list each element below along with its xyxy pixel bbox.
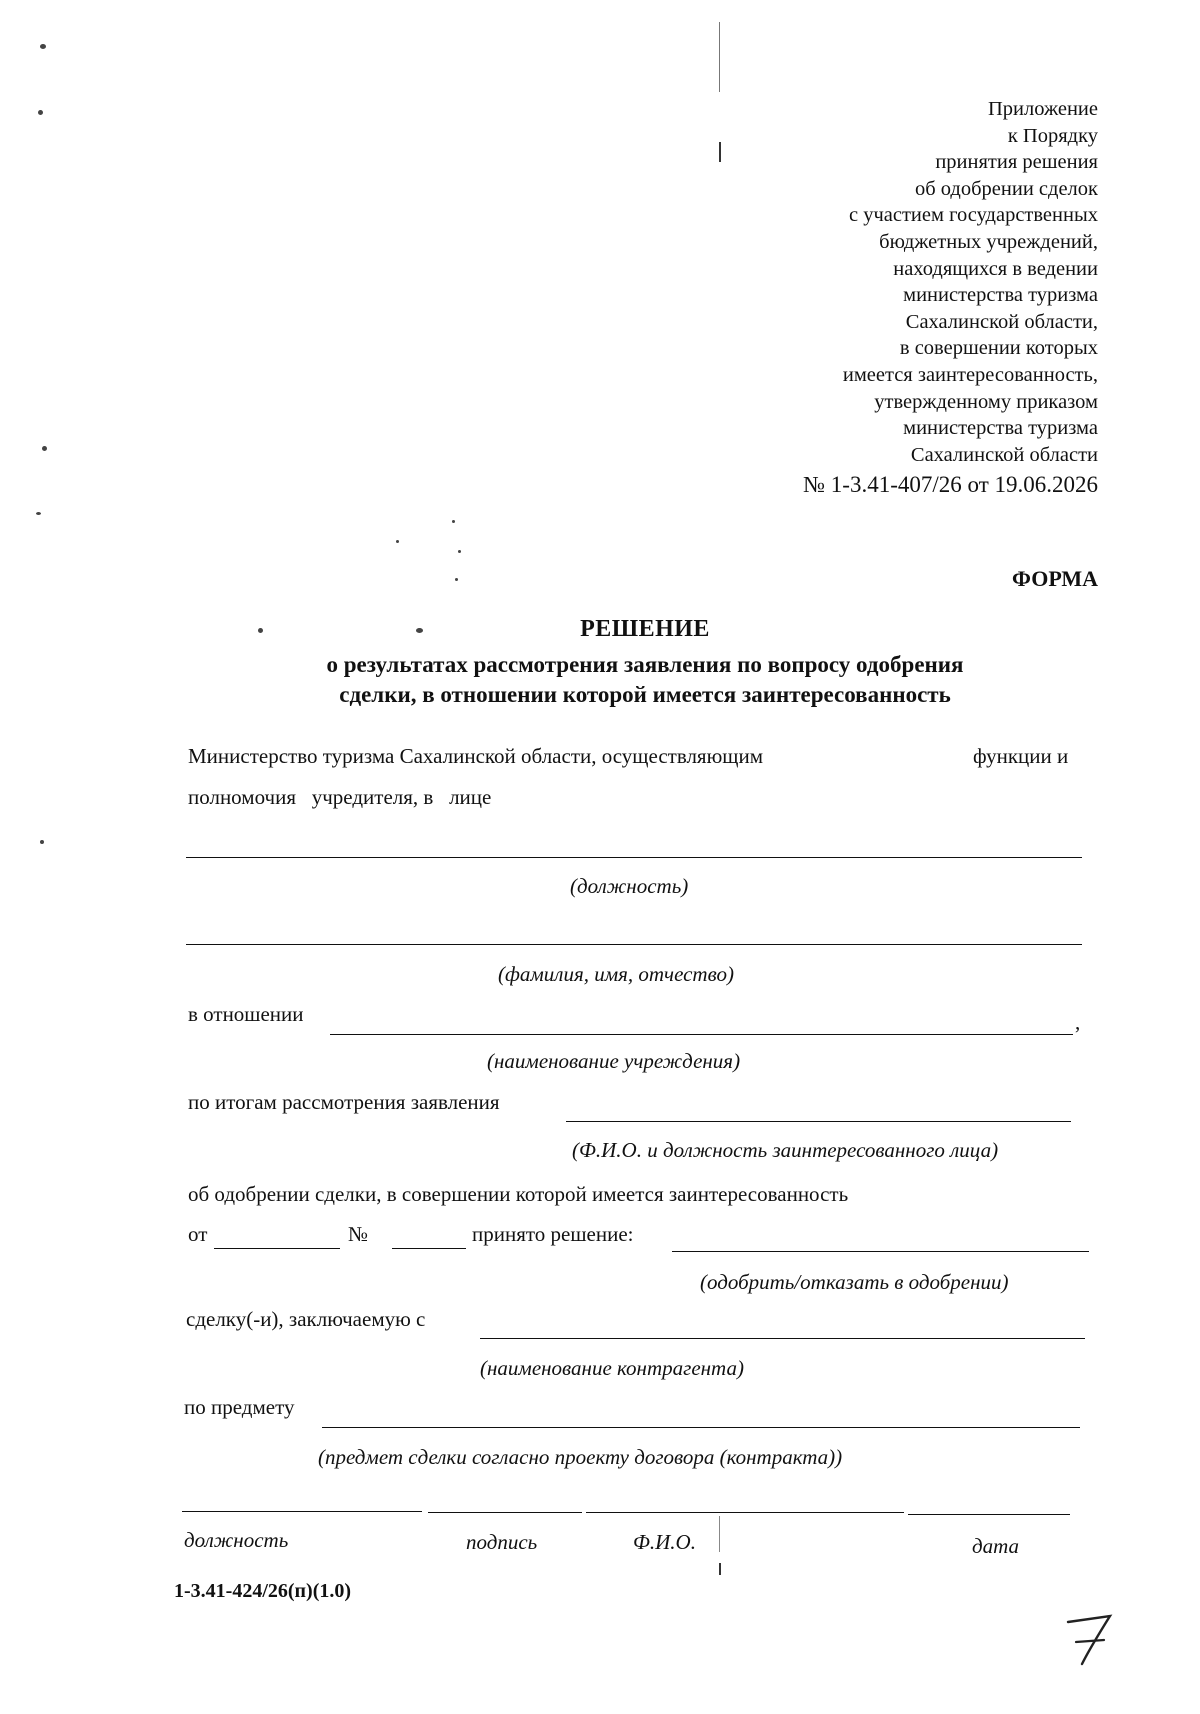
scan-speck (258, 628, 263, 633)
appendix-line: бюджетных учреждений, (879, 230, 1098, 253)
date-field-line[interactable] (214, 1248, 340, 1249)
from-label: от (188, 1222, 208, 1246)
scan-speck (40, 44, 46, 49)
appendix-line: утвержденному приказом (874, 390, 1098, 413)
subject-label: по предмету (184, 1395, 295, 1419)
appendix-line: в совершении которых (899, 337, 1098, 360)
appendix-line: к Порядку (1007, 124, 1098, 147)
appendix-line: принятия решения (935, 151, 1098, 174)
scan-speck (458, 550, 461, 553)
in-relation-label: в отношении (188, 1002, 304, 1026)
scan-speck (36, 512, 41, 515)
form-label: ФОРМА (1012, 566, 1098, 591)
scan-streak (719, 22, 720, 92)
scan-speck (38, 110, 43, 115)
signature-sign-line[interactable] (428, 1512, 582, 1513)
decision-label: принято решение: (472, 1222, 634, 1246)
hint-counterparty: (наименование контрагента) (480, 1356, 744, 1380)
scan-speck (42, 446, 47, 451)
signature-fio-caption: Ф.И.О. (633, 1530, 696, 1554)
subtitle-line-2: сделки, в отношении которой имеется заинтересованность (339, 682, 951, 707)
deal-label: сделку(-и), заключаемую с (186, 1307, 426, 1331)
appendix-line: министерства туризма (903, 284, 1098, 307)
hint-institution: (наименование учреждения) (487, 1049, 741, 1073)
comma: , (1075, 1010, 1081, 1034)
appendix-line: Сахалинской области (910, 443, 1098, 466)
document-subtitle (0, 650, 1200, 710)
decision-field-line[interactable] (672, 1251, 1089, 1252)
handwritten-page-number (1060, 1610, 1120, 1670)
appendix-line: имеется заинтересованность, (842, 363, 1098, 386)
approval-text: об одобрении сделки, в совершении которой имеется заинтересованность (188, 1182, 849, 1206)
scan-streak (719, 142, 721, 162)
interested-person-field-line[interactable] (566, 1121, 1071, 1122)
order-number: № 1-3.41-407/26 от 19.06.2026 (803, 472, 1098, 497)
by-results-label: по итогам рассмотрения заявления (188, 1090, 500, 1114)
intro-line-1: Министерство туризма Сахалинской области, осуществляющим (188, 744, 763, 768)
position-field-line[interactable] (186, 857, 1082, 858)
appendix-line: с участием государственных (848, 204, 1098, 227)
institution-field-line[interactable] (330, 1034, 1073, 1035)
hint-decision: (одобрить/отказать в одобрении) (700, 1270, 1009, 1294)
intro-line-2: полномочия учредителя, в лице (188, 785, 492, 809)
signature-position-line[interactable] (182, 1511, 422, 1512)
hint-interested: (Ф.И.О. и должность заинтересованного лица) (572, 1138, 999, 1162)
scan-streak (719, 1516, 720, 1552)
scan-speck (40, 840, 44, 844)
signature-fio-line[interactable] (586, 1512, 904, 1513)
signature-date-caption: дата (972, 1534, 1020, 1558)
hint-fio: (фамилия, имя, отчество) (498, 962, 734, 986)
signature-date-line[interactable] (908, 1514, 1070, 1515)
document-code: 1-3.41-424/26(п)(1.0) (174, 1580, 352, 1602)
number-label: № (348, 1222, 369, 1246)
counterparty-field-line[interactable] (480, 1338, 1085, 1339)
number-field-line[interactable] (392, 1248, 466, 1249)
scan-streak (719, 1563, 721, 1575)
intro-line-1-end: функции и (973, 744, 1069, 768)
appendix-line: Приложение (987, 98, 1098, 120)
scan-speck (452, 520, 455, 523)
signature-sign-caption: подпись (466, 1530, 538, 1554)
subtitle-line-1: о результатах рассмотрения заявления по вопросу одобрения (326, 652, 964, 677)
document-title: РЕШЕНИЕ (580, 616, 710, 642)
appendix-block (638, 96, 1098, 468)
signature-position-caption: должность (184, 1528, 289, 1552)
scan-speck (416, 628, 423, 633)
scan-speck (396, 540, 399, 543)
appendix-line: министерства туризма (903, 417, 1098, 440)
scan-speck (455, 578, 458, 581)
subject-field-line[interactable] (322, 1427, 1080, 1428)
hint-subject: (предмет сделки согласно проекту договора (контракта)) (318, 1445, 843, 1469)
appendix-line: об одобрении сделок (914, 177, 1098, 200)
fio-field-line[interactable] (186, 944, 1082, 945)
hint-position: (должность) (570, 874, 689, 898)
appendix-line: Сахалинской области, (905, 310, 1098, 333)
appendix-line: находящихся в ведении (893, 257, 1098, 280)
